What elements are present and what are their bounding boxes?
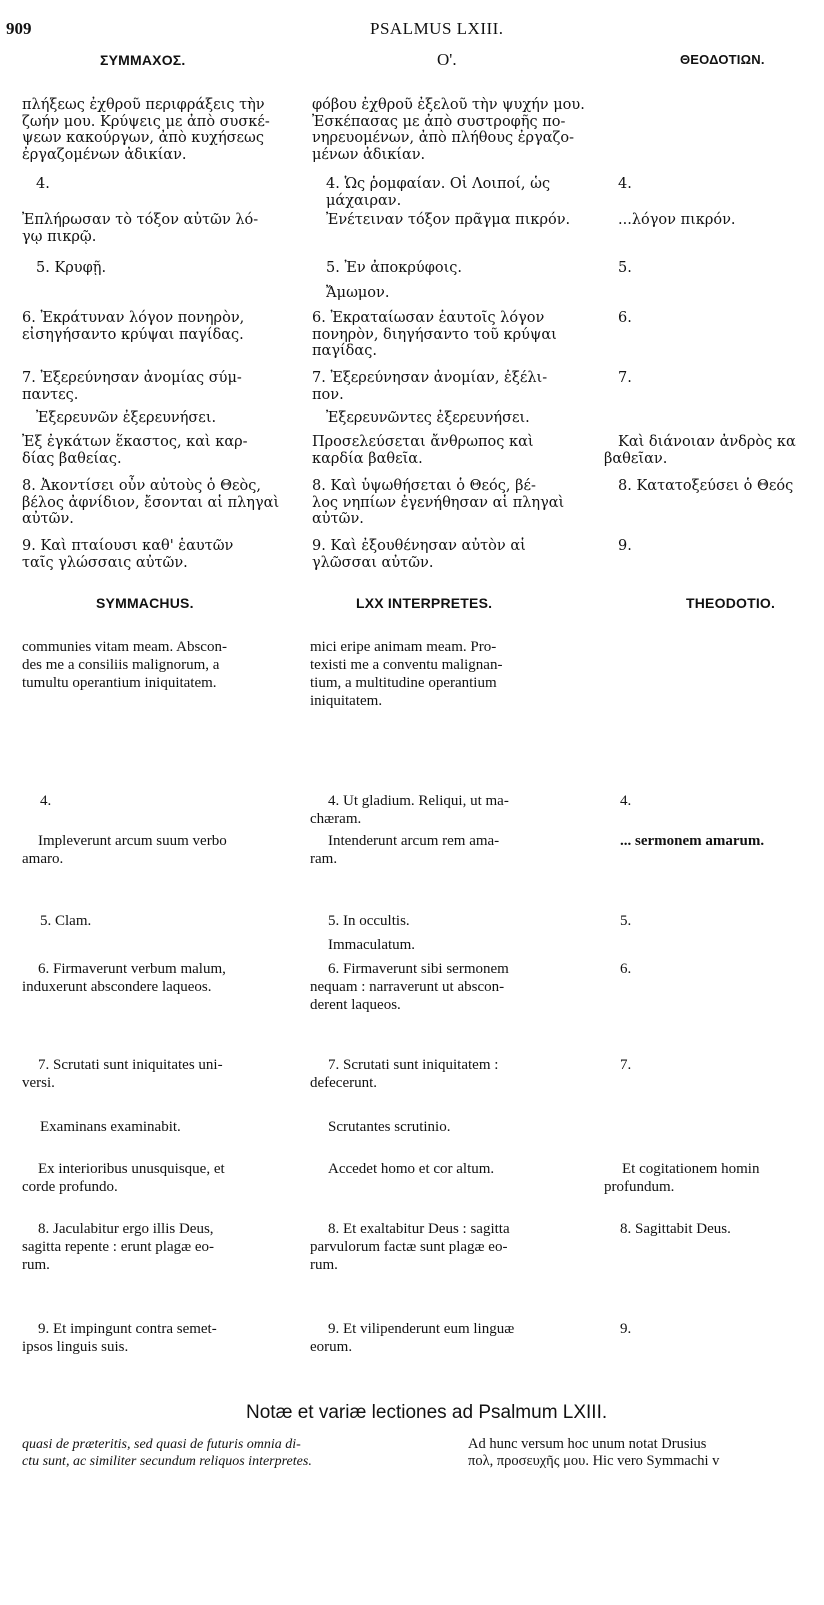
greek-verse: [22, 212, 258, 245]
greek-verse: [312, 538, 526, 571]
latin-verse: [310, 960, 509, 1014]
greek-verse: Ἐξερευνῶν ἐξερευνήσει.: [36, 410, 217, 426]
greek-verse: [312, 434, 534, 467]
greek-symmachus-block: [22, 97, 270, 163]
text-line: μένων ἀδικίαν.: [312, 146, 426, 163]
greek-verse: [22, 538, 233, 571]
page-number: 909: [6, 19, 32, 38]
text-line: ram.: [310, 851, 338, 867]
text-line: πολ, προσευχῆς μου. Hic vero Symmachi v: [468, 1453, 720, 1469]
text-line: eorum.: [310, 1339, 353, 1355]
text-line: 7. Ἐξερεύνησαν ἀνομίαν, ἐξέλι-: [312, 370, 548, 386]
text-line: tumultu operantium iniquitatem.: [22, 675, 217, 691]
latin-verse: 6.: [620, 961, 632, 977]
latin-verse: [604, 1160, 759, 1196]
notes-right: [468, 1436, 719, 1470]
greek-verse: [22, 434, 248, 467]
text-line: Impleverunt arcum suum verbo: [38, 833, 227, 849]
text-line: ψεων κακούργων, ἀπὸ κυχήσεως: [22, 130, 265, 146]
text-line: induxerunt abscondere laqueos.: [22, 979, 212, 995]
text-line: πονηρὸν, διηγήσαντο τοῦ κρύψαι: [312, 326, 557, 343]
greek-verse: 6.: [618, 310, 632, 326]
text-line: μάχαιραν.: [326, 192, 402, 209]
text-line: 8. Ἀκοντίσει οὖν αὐτοὺς ὁ Θεὸς,: [22, 478, 262, 494]
latin-verse: 5.: [620, 913, 632, 929]
text-line: πλήξεως ἐχθροῦ περιφράξεις τὴν: [22, 97, 265, 113]
latin-verse: 8. Sagittabit Deus.: [620, 1221, 731, 1237]
greek-verse: [312, 478, 564, 528]
greek-verse: 4.: [618, 176, 632, 192]
latin-verse: Scrutantes scrutinio.: [328, 1119, 451, 1135]
latin-heading-theodotio: THEODOTIO.: [686, 595, 776, 611]
greek-verse: 8. Κατατοξεύσει ὁ Θεός: [618, 478, 794, 494]
latin-verse: [22, 960, 226, 996]
text-line: mici eripe animam meam. Pro-: [310, 639, 497, 655]
latin-verse: 5. In occultis.: [328, 913, 410, 929]
text-line: δίας βαθείας.: [22, 450, 122, 467]
text-line: Intenderunt arcum rem ama-: [328, 833, 500, 849]
greek-verse: 7.: [618, 370, 632, 386]
text-line: profundum.: [604, 1179, 675, 1195]
greek-verse: 5. Κρυφῇ.: [36, 260, 107, 276]
notes-heading: Notæ et variæ lectiones ad Psalmum LXIII.: [246, 1402, 608, 1423]
running-title: PSALMUS LXIII.: [370, 19, 504, 38]
latin-symmachus-block: [22, 638, 227, 692]
text-line: 9. Καὶ πταίουσι καθ' ἑαυτῶν: [22, 538, 234, 554]
latin-verse: [310, 832, 499, 868]
text-line: ἐργαζομένων ἀδικίαν.: [22, 146, 187, 163]
latin-verse: 4.: [620, 793, 632, 809]
text-line: φόβου ἐχθροῦ ἐξελοῦ τὴν ψυχήν μου.: [312, 97, 585, 113]
text-line: βέλος ἀφνίδιον, ἔσονται αἱ πληγαὶ: [22, 494, 280, 511]
text-line: εἰσηγήσαντο κρύψαι παγίδας.: [22, 326, 244, 343]
greek-verse: 5. Ἐν ἀποκρύφοις.: [326, 260, 462, 276]
latin-verse: [310, 1056, 498, 1092]
greek-verse: [312, 370, 547, 403]
text-line: πον.: [312, 386, 344, 403]
text-line: νηρευομένων, ἀπὸ πλήθους ἐργαζο-: [312, 130, 575, 146]
text-line: καρδία βαθεῖα.: [312, 450, 423, 467]
latin-verse: [22, 1320, 217, 1356]
text-line: 7. Scrutati sunt iniquitates uni-: [38, 1057, 223, 1073]
greek-verse: 4.: [36, 176, 50, 192]
text-line: γῳ πικρῷ.: [22, 228, 97, 245]
text-line: ctu sunt, ac similiter secundum reliquos interpretes.: [22, 1454, 312, 1469]
text-line: nequam : narraverunt ut abscon-: [310, 979, 505, 995]
greek-verse: 9.: [618, 538, 632, 554]
greek-heading-symmachus: ΣΥΜΜΑΧΟΣ.: [100, 52, 186, 68]
text-line: βαθεῖαν.: [604, 450, 668, 467]
text-line: corde profundo.: [22, 1179, 118, 1195]
text-line: ζωήν μου. Κρύψεις με ἀπὸ συσκέ-: [22, 113, 270, 130]
greek-verse: 5.: [618, 260, 632, 276]
text-line: defecerunt.: [310, 1075, 378, 1091]
text-line: παγίδας.: [312, 343, 377, 359]
text-line: γλῶσσαι αὐτῶν.: [312, 554, 434, 571]
latin-verse: ... sermonem amarum.: [620, 833, 765, 849]
notes-left: [22, 1436, 312, 1470]
text-line: αὐτῶν.: [22, 511, 74, 527]
text-line: derent laqueos.: [310, 997, 401, 1013]
text-line: ταῖς γλώσσαις αὐτῶν.: [22, 554, 188, 571]
text-line: rum.: [22, 1257, 50, 1273]
latin-verse: Accedet homo et cor altum.: [328, 1161, 495, 1177]
text-line: Προσελεύσεται ἄνθρωπος καὶ: [312, 434, 534, 450]
text-line: 6. Firmaverunt verbum malum,: [38, 961, 226, 977]
latin-heading-symmachus: SYMMACHUS.: [96, 595, 194, 611]
text-line: 8. Καὶ ὑψωθήσεται ὁ Θεός, βέ-: [312, 478, 536, 494]
greek-heading-lxx: Ο'.: [437, 50, 457, 69]
text-line: Et cogitationem homin: [622, 1161, 760, 1177]
greek-verse: [326, 176, 550, 209]
text-line: Ἐσκέπασας με ἀπὸ συστροφῆς πο-: [312, 113, 566, 130]
text-line: texisti me a conventu malignan-: [310, 657, 503, 673]
latin-verse: Immaculatum.: [328, 937, 416, 953]
text-line: iniquitatem.: [310, 693, 383, 709]
text-line: 6. Ἐκράτυναν λόγον πονηρὸν,: [22, 310, 245, 326]
latin-verse: [22, 832, 227, 868]
text-line: 4. Ut gladium. Reliqui, ut ma-: [328, 793, 509, 809]
greek-verse: Ἐνέτειναν τόξον πρᾶγμα πικρόν.: [326, 212, 571, 228]
latin-verse: Examinans examinabit.: [40, 1119, 181, 1135]
text-line: parvulorum factæ sunt plagæ eo-: [310, 1239, 508, 1255]
greek-verse: [22, 370, 242, 403]
greek-verse: Ἄμωμον.: [326, 285, 390, 301]
latin-verse: 5. Clam.: [40, 913, 92, 929]
text-line: amaro.: [22, 851, 64, 867]
latin-verse: [22, 1056, 223, 1092]
text-line: 8. Et exaltabitur Deus : sagitta: [328, 1221, 510, 1237]
text-line: 8. Jaculabitur ergo illis Deus,: [38, 1221, 214, 1237]
text-line: rum.: [310, 1257, 338, 1273]
greek-verse: ...λόγον πικρόν.: [618, 212, 736, 228]
latin-verse: 7.: [620, 1057, 632, 1073]
greek-verse: [22, 310, 244, 343]
text-line: Ex interioribus unusquisque, et: [38, 1161, 225, 1177]
text-line: des me a consiliis malignorum, a: [22, 657, 220, 673]
latin-verse: 9.: [620, 1321, 632, 1337]
greek-lxx-block: [312, 97, 585, 163]
text-line: 4. Ὡς ῥομφαίαν. Οἱ Λοιποί, ὡς: [326, 176, 551, 192]
greek-verse: [22, 478, 279, 528]
text-line: chæram.: [310, 811, 362, 827]
text-line: tium, a multitudine operantium: [310, 675, 497, 691]
text-line: αὐτῶν.: [312, 511, 364, 527]
text-line: 7. Ἐξερεύνησαν ἀνομίας σύμ-: [22, 370, 242, 386]
text-line: 7. Scrutati sunt iniquitatem :: [328, 1057, 499, 1073]
text-line: Καὶ διάνοιαν ἀνδρὸς κα: [618, 434, 796, 450]
latin-verse: 4.: [40, 793, 52, 809]
text-line: 9. Et impingunt contra semet-: [38, 1321, 217, 1337]
text-line: Ἐπλήρωσαν τὸ τόξον αὐτῶν λό-: [22, 212, 259, 228]
text-line: 6. Ἐκραταίωσαν ἑαυτοῖς λόγον: [312, 310, 545, 326]
text-line: Ad hunc versum hoc unum notat Drusius: [468, 1436, 707, 1452]
text-line: 6. Firmaverunt sibi sermonem: [328, 961, 509, 977]
text-line: ipsos linguis suis.: [22, 1339, 129, 1355]
latin-verse: [22, 1160, 225, 1196]
latin-lxx-block: [310, 638, 502, 710]
text-line: versi.: [22, 1075, 55, 1091]
text-line: 9. Καὶ ἐξουθένησαν αὐτὸν αἱ: [312, 538, 526, 554]
greek-heading-theodotion: ΘΕΟΔΟΤΙΩΝ.: [680, 52, 765, 67]
latin-verse: [22, 1220, 214, 1274]
latin-heading-lxx: LXX INTERPRETES.: [356, 595, 493, 611]
latin-verse: [310, 1220, 510, 1274]
text-line: quasi de præteritis, sed quasi de futuris omnia di-: [22, 1437, 301, 1452]
text-line: communies vitam meam. Abscon-: [22, 639, 227, 655]
text-line: Ἐξ ἐγκάτων ἕκαστος, καὶ καρ-: [22, 434, 248, 450]
text-line: λος νηπίων ἐγενήθησαν αἱ πληγαὶ: [312, 494, 565, 511]
text-line: παντες.: [22, 386, 79, 403]
latin-verse: [310, 792, 509, 828]
text-line: 9. Et vilipenderunt eum linguæ: [328, 1321, 515, 1337]
greek-verse: [312, 310, 557, 360]
greek-verse: [604, 434, 796, 467]
text-line: sagitta repente : erunt plagæ eo-: [22, 1239, 215, 1255]
latin-verse: [310, 1320, 514, 1356]
greek-verse: Ἐξερευνῶντες ἐξερευνήσει.: [326, 410, 530, 426]
